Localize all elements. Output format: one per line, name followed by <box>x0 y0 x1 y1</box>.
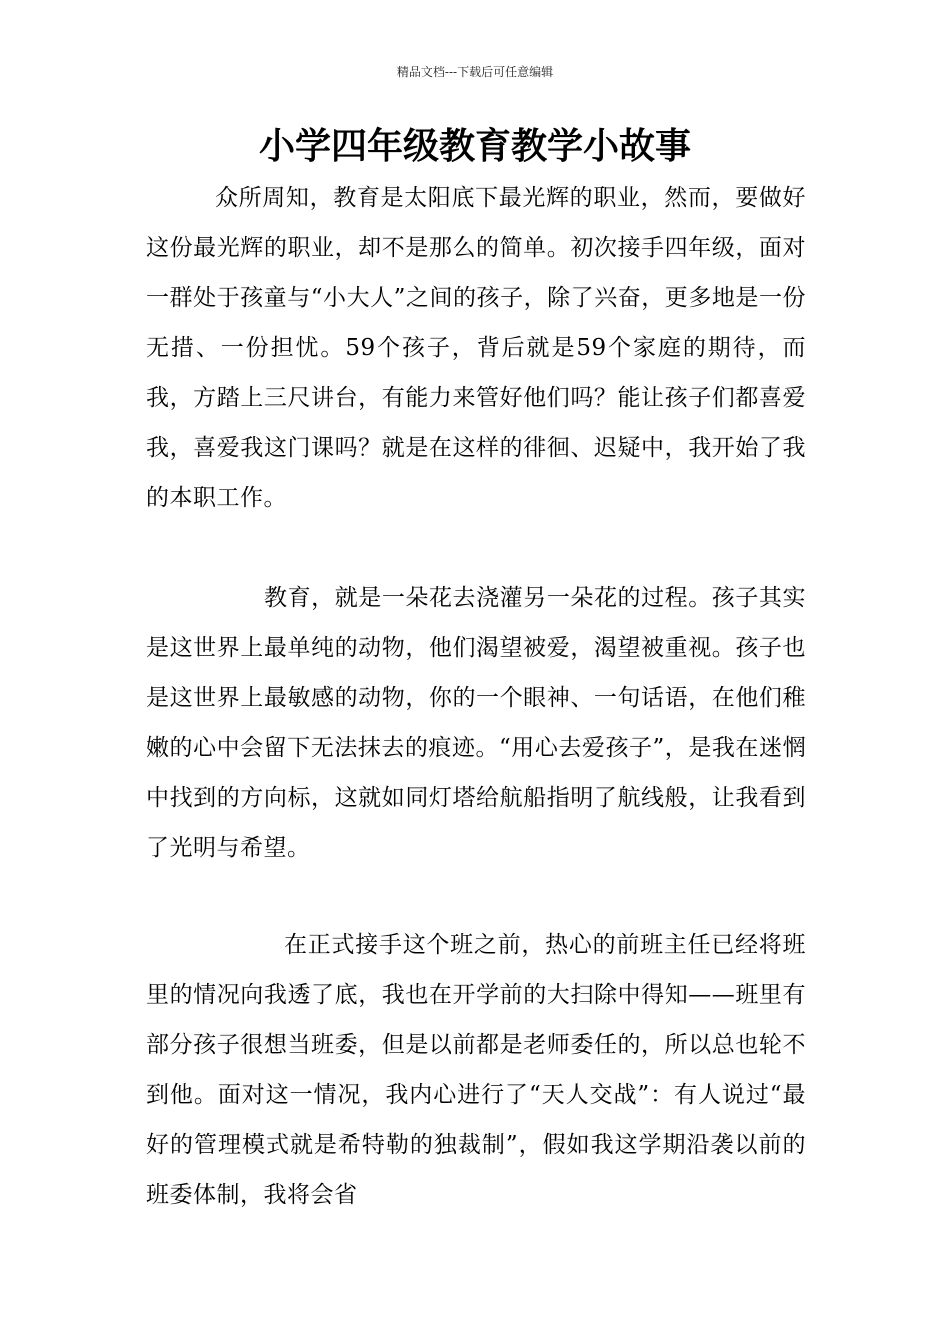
document-title: 小学四年级教育教学小故事 <box>258 126 691 167</box>
paragraph-3: 在正式接手这个班之前，热心的前班主任已经将班里的情况向我透了底，我也在开学前的大扫除中得知——班里有部分孩子很想当班委，但是以前都是老师委任的，所以总也轮不到他。面对这一情况，我内心进行了“天人交战”：有人说过“最好的管理模式就是希特勒的独裁制”，假如我这学期沿袭以前的班委体制，我将会省 <box>146 932 806 1208</box>
paragraph-1: 众所周知，教育是太阳底下最光辉的职业，然而，要做好这份最光辉的职业，却不是那么的简单。初次接手四年级，面对一群处于孩童与“小大人”之间的孩子，除了兴奋，更多地是一份无措、一份担忧。59个孩子，背后就是59个家庭的期待，而我，方踏上三尺讲台，有能力来管好他们吗？能让孩子们都喜爱我，喜爱我这门课吗？就是在这样的徘徊、迟疑中，我开始了我的本职工作。 <box>146 185 806 511</box>
page-header: 精品文档---下载后可任意编辑 <box>396 65 554 79</box>
paragraph-2: 教育，就是一朵花去浇灌另一朵花的过程。孩子其实是这世界上最单纯的动物，他们渴望被爱，渴望被重视。孩子也是这世界上最敏感的动物，你的一个眼神、一句话语，在他们稚嫩的心中会留下无法抹去的痕迹。“用心去爱孩子”，是我在迷惘中找到的方向标，这就如同灯塔给航船指明了航线般，让我看到了光明与希望。 <box>146 585 806 861</box>
